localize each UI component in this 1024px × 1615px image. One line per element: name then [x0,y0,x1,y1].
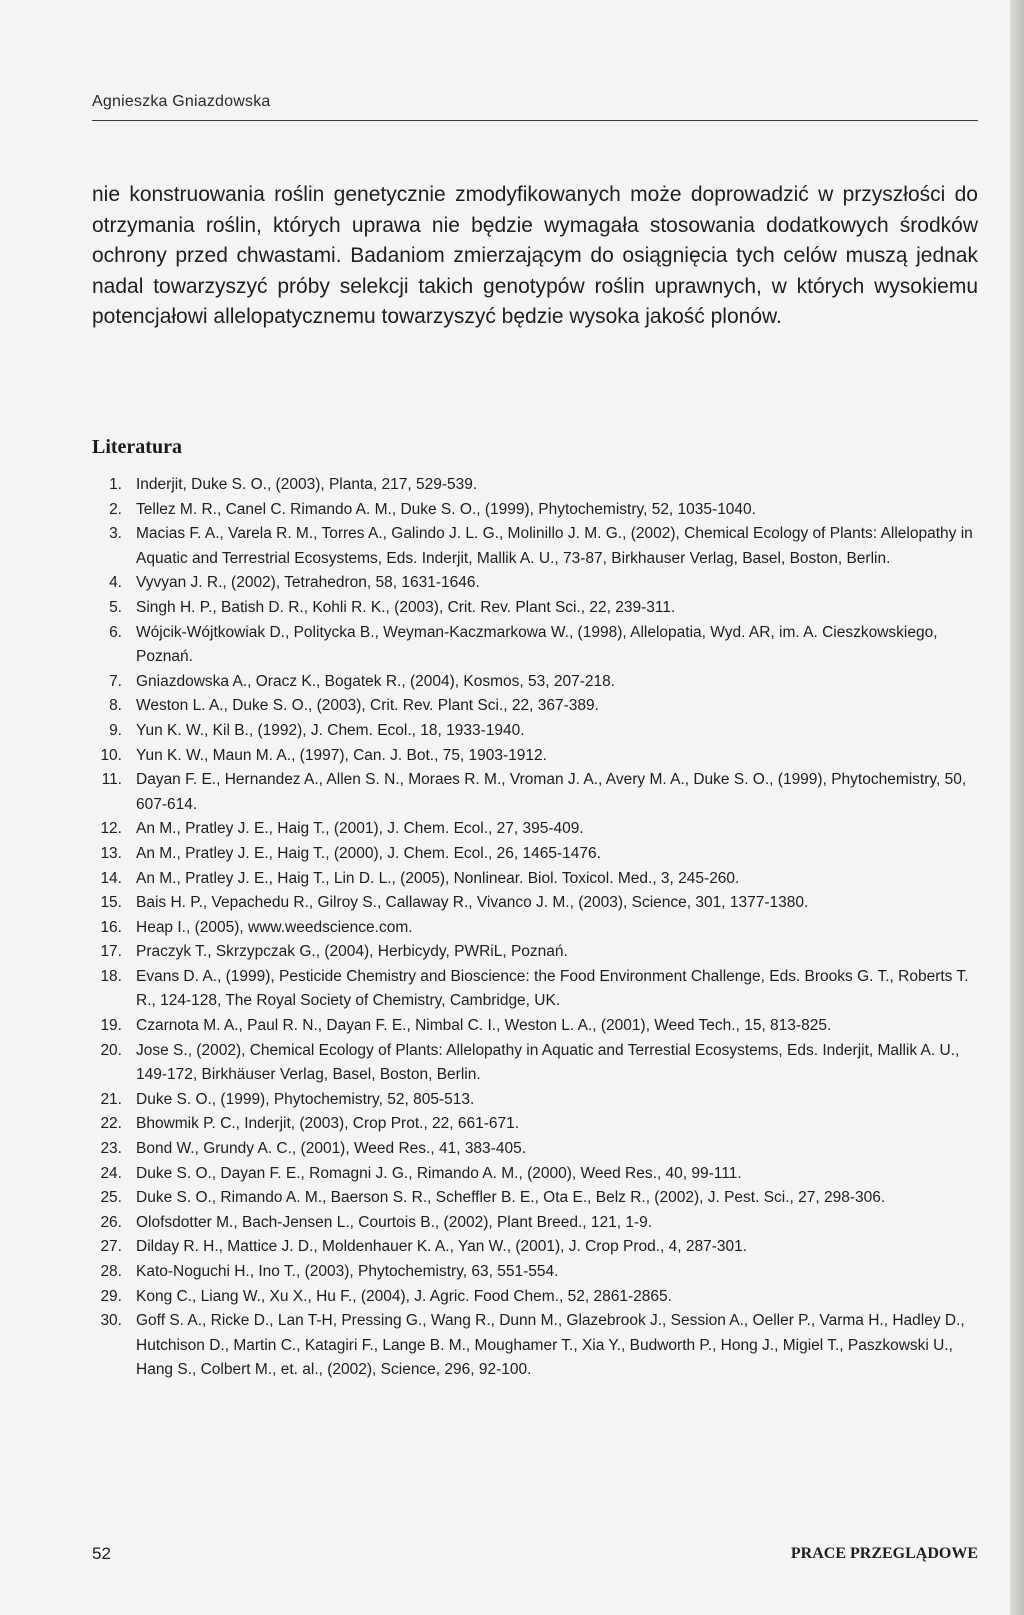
reference-text: Gniazdowska A., Oracz K., Bogatek R., (2004), Kosmos, 53, 207-218. [136,672,616,690]
reference-number: 15. [100,894,122,912]
reference-text: Olofsdotter M., Bach-Jensen L., Courtois B., (2002), Plant Breed., 121, 1-9. [136,1213,653,1231]
reference-item [92,867,978,892]
page-edge-shadow [1010,0,1024,1615]
reference-text: Tellez M. R., Canel C. Rimando A. M., Duke S. O., (1999), Phytochemistry, 52, 1035-1040. [136,500,756,518]
reference-text: Heap I., (2005), www.weedscience.com. [136,918,413,936]
reference-text: Vyvyan J. R., (2002), Tetrahedron, 58, 1631-1646. [136,574,480,592]
reference-text: Inderjit, Duke S. O., (2003), Planta, 217, 529-539. [136,476,478,493]
references-list [92,473,978,1383]
reference-item [92,817,978,842]
reference-number: 3. [109,525,122,543]
reference-text: An M., Pratley J. E., Haig T., Lin D. L., (2005), Nonlinear. Biol. Toxicol. Med., 3, 245-260. [136,869,740,887]
reference-number: 5. [109,598,122,616]
references-heading: Literatura [92,436,182,458]
reference-item [92,498,978,523]
reference-number: 7. [109,672,122,690]
reference-text: Praczyk T., Skrzypczak G., (2004), Herbicydy, PWRiL, Poznań. [136,943,568,961]
reference-number: 10. [100,746,122,764]
reference-item [92,1186,978,1211]
reference-text: Duke S. O., (1999), Phytochemistry, 52, 805-513. [136,1090,475,1108]
reference-item [92,1162,978,1187]
reference-item [92,719,978,744]
reference-item [92,916,978,941]
reference-number: 28. [100,1263,122,1280]
header-rule [92,120,978,121]
reference-text: Goff S. A., Ricke D., Lan T-H, Pressing G., Wang R., Dunn M., Glazebrook J., Session A., Oeller P., Varma H., Hadley D., Hutchison D., Martin C., Katagiri F., Lange B. M., Moughamer T., Xia Y., Budworth P., Hong J., Migiel T., Paszkowski U., Hang S., Colbert M., et. al., (2002), Science, 296, 92-100. [136,1312,965,1379]
reference-item [92,1235,978,1260]
reference-item [92,1039,978,1088]
reference-item [92,1260,978,1285]
reference-text: An M., Pratley J. E., Haig T., (2000), J. Chem. Ecol., 26, 1465-1476. [136,844,601,862]
reference-number: 27. [100,1238,122,1256]
reference-item [92,621,978,670]
reference-number: 29. [100,1287,122,1305]
reference-text: Bond W., Grundy A. C., (2001), Weed Res., 41, 383-405. [136,1140,527,1158]
reference-item [92,744,978,769]
reference-number: 23. [100,1140,122,1158]
reference-number: 25. [100,1189,122,1207]
reference-item [92,1014,978,1039]
reference-text: Weston L. A., Duke S. O., (2003), Crit. Rev. Plant Sci., 22, 367-389. [136,697,599,715]
reference-number: 11. [101,771,122,789]
reference-item [92,1309,978,1383]
reference-number: 14. [100,869,122,887]
reference-item [92,694,978,719]
reference-number: 21. [100,1090,122,1108]
reference-item [92,1137,978,1162]
reference-text: Macias F. A., Varela R. M., Torres A., Galindo J. L. G., Molinillo J. M. G., (2002), Chemical Ecology of Plants: Allelopathy in Aquatic and Terrestrial Ecosystems, Eds. Inderjit, Mallik A. U., 73-87, Birkhauser Verlag, Basel, Boston, Berlin. [136,525,973,567]
reference-number: 13. [100,844,122,862]
reference-number: 4. [109,574,122,592]
reference-item [92,842,978,867]
page-number: 52 [92,1544,111,1563]
reference-text: Duke S. O., Dayan F. E., Romagni J. G., Rimando A. M., (2000), Weed Res., 40, 99-111. [136,1164,742,1182]
reference-text: Yun K. W., Maun M. A., (1997), Can. J. Bot., 75, 1903-1912. [136,746,547,764]
reference-item [92,522,978,571]
reference-text: An M., Pratley J. E., Haig T., (2001), J. Chem. Ecol., 27, 395-409. [136,820,584,838]
reference-text: Bhowmik P. C., Inderjit, (2003), Crop Prot., 22, 661-671. [136,1115,520,1133]
running-head-author: Agnieszka Gniazdowska [92,93,271,110]
reference-item [92,1285,978,1310]
reference-number: 30. [100,1312,122,1330]
reference-text: Duke S. O., Rimando A. M., Baerson S. R., Scheffler B. E., Ota E., Belz R., (2002), J. Pest. Sci., 27, 298-306. [136,1189,886,1207]
reference-item [92,1112,978,1137]
reference-item [92,940,978,965]
reference-number: 16. [100,918,122,936]
body-paragraph: nie konstruowania roślin genetycznie zmodyfikowanych może doprowadzić w przyszłości do otrzymania roślin, których uprawa nie będzie wymagała stosowania dodatkowych środków ochrony przed chwastami. Badaniom zmierzającym do osiągnięcia tych celów muszą jednak nadal towarzyszyć próby selekcji takich genotypów roślin uprawnych, w których wysokiemu potencjałowi allelopatycznemu towarzyszyć będzie wysoka jakość plonów. [92,183,978,328]
reference-number: 2. [109,500,122,518]
reference-text: Dilday R. H., Mattice J. D., Moldenhauer K. A., Yan W., (2001), J. Crop Prod., 4, 287-301. [136,1238,748,1256]
reference-number: 1. [109,476,122,493]
reference-number: 12. [100,820,122,838]
reference-text: Yun K. W., Kil B., (1992), J. Chem. Ecol., 18, 1933-1940. [136,721,525,739]
reference-number: 9. [109,721,122,739]
reference-number: 26. [100,1213,122,1231]
reference-number: 18. [100,967,122,985]
reference-item [92,891,978,916]
reference-item [92,670,978,695]
reference-number: 20. [100,1041,122,1059]
reference-number: 19. [100,1017,122,1035]
reference-number: 17. [100,943,122,961]
reference-number: 8. [109,697,122,715]
reference-number: 6. [109,623,122,641]
reference-item [92,768,978,817]
reference-number: 24. [100,1164,122,1182]
reference-text: Czarnota M. A., Paul R. N., Dayan F. E., Nimbal C. I., Weston L. A., (2001), Weed Tech., 15, 813-825. [136,1017,832,1035]
reference-item [92,965,978,1014]
reference-text: Bais H. P., Vepachedu R., Gilroy S., Callaway R., Vivanco J. M., (2003), Science, 301, 1377-1380. [136,894,809,912]
reference-text: Wójcik-Wójtkowiak D., Politycka B., Weyman-Kaczmarkowa W., (1998), Allelopatia, Wyd. AR, im. A. Cieszkowskiego, Poznań. [136,623,938,666]
reference-item [92,596,978,621]
reference-text: Kong C., Liang W., Xu X., Hu F., (2004), J. Agric. Food Chem., 52, 2861-2865. [136,1287,672,1305]
reference-item [92,473,978,498]
reference-text: Jose S., (2002), Chemical Ecology of Plants: Allelopathy in Aquatic and Terrestial Ecosystems, Eds. Inderjit, Mallik A. U., 149-172, Birkhäuser Verlag, Basel, Boston, Berlin. [136,1041,960,1084]
footer-section-name: PRACE PRZEGLĄDOWE [790,1545,978,1562]
reference-item [92,1211,978,1236]
reference-text: Singh H. P., Batish D. R., Kohli R. K., (2003), Crit. Rev. Plant Sci., 22, 239-311. [136,598,676,616]
reference-item [92,1088,978,1113]
reference-item [92,571,978,596]
reference-number: 22. [100,1115,122,1133]
reference-text: Dayan F. E., Hernandez A., Allen S. N., Moraes R. M., Vroman J. A., Avery M. A., Duke S. O., (1999), Phytochemistry, 50, 607-614. [136,771,967,813]
reference-text: Evans D. A., (1999), Pesticide Chemistry and Bioscience: the Food Environment Challenge, Eds. Brooks G. T., Roberts T. R., 124-128, The Royal Society of Chemistry, Cambridge, UK. [136,967,969,1010]
reference-text: Kato-Noguchi H., Ino T., (2003), Phytochemistry, 63, 551-554. [136,1263,559,1280]
